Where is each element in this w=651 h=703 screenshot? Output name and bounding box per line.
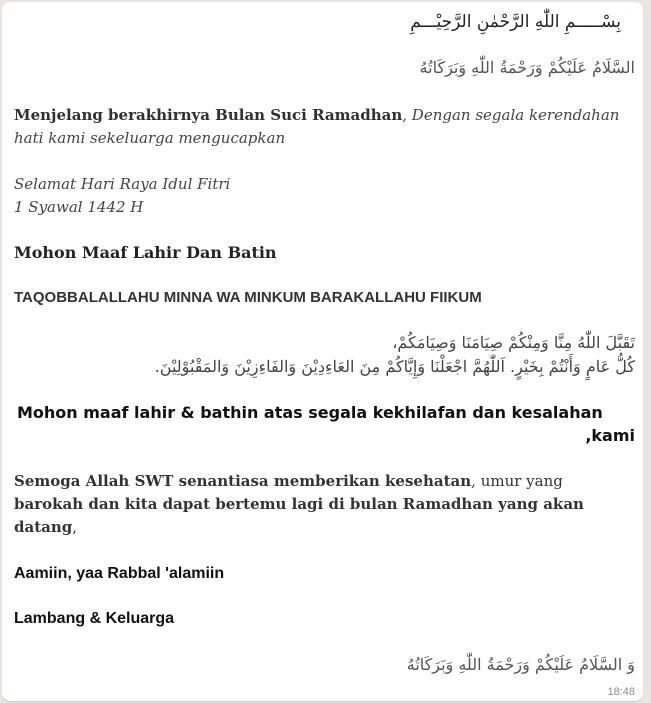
semoga-line-1-bold: Semoga Allah SWT senantiasa memberikan kesehatan bbox=[14, 472, 472, 490]
aamiin-text: Aamiin, yaa Rabbal 'alamiin bbox=[14, 565, 225, 582]
basmala-text: بِسْـــــمِ اللّٰهِ الرَّحْمٰنِ الرَّحِيْـــمِ bbox=[410, 12, 621, 32]
maaf-line-2-word: kami bbox=[591, 426, 635, 445]
greeting-line-1: Selamat Hari Raya Idul Fitri bbox=[14, 175, 231, 193]
semoga-line-3-bold: datang bbox=[14, 518, 73, 536]
intro-bold-text: Menjelang berakhirnya Bulan Suci Ramadhan bbox=[14, 106, 403, 124]
intro-line-2: hati kami sekeluarga mengucapkan bbox=[14, 129, 286, 147]
taqobbal-arabic-line-1: تَقَبَّلَ اللّٰهُ مِنَّا وَمِنْكُمْ صِيَامَنَا وَصِيَامَكُمْ، bbox=[392, 333, 635, 352]
mohon-maaf-title: Mohon Maaf Lahir Dan Batin bbox=[14, 243, 277, 262]
semoga-line-2: barokah dan kita dapat bertemu lagi di bulan Ramadhan yang akan bbox=[14, 495, 584, 513]
maaf-line-2 bbox=[585, 426, 635, 445]
intro-line-1 bbox=[14, 106, 619, 124]
maaf-line-1: Mohon maaf lahir & bathin atas segala kekhilafan dan kesalahan bbox=[17, 403, 603, 422]
semoga-line-3-rest: , bbox=[72, 518, 78, 536]
greeting-line-2: 1 Syawal 1442 H bbox=[14, 198, 144, 216]
sender-text: Lambang & Keluarga bbox=[14, 610, 175, 627]
semoga-line-3 bbox=[14, 518, 77, 536]
taqobbal-arabic-line-2: كُلُّ عَامٍ وَأَنْتُمْ بِخَيْرٍ. اَللّٰهُمَّ اجْعَلْنَا وَإِيَّاكُمْ مِنَ العَاءِدِيْنَ وَالفَاءِزِيْنَ وَالمَقْبُوْلِيْنَ. bbox=[154, 357, 635, 376]
message-bubble[interactable] bbox=[2, 2, 643, 701]
semoga-line-1 bbox=[14, 472, 563, 490]
message-timestamp: 18:48 bbox=[607, 686, 635, 698]
salam-closing-text: وَ السَّلَامُ عَلَيْكُمْ وَرَحْمَةُ اللّٰهِ وَبَرَكَاتُهُ bbox=[406, 655, 635, 674]
semoga-line-1-rest: , umur yang bbox=[471, 472, 563, 490]
salam-opening-text: السَّلَامُ عَلَيْكُمْ وَرَحْمَةُ اللّٰهِ وَبَرَكَاتُهُ bbox=[419, 58, 635, 77]
intro-rest-text: , Dengan segala kerendahan bbox=[402, 106, 620, 124]
maaf-line-2-prefix: , bbox=[585, 426, 592, 445]
taqobbal-latin-text: TAQOBBALALLAHU MINNA WA MINKUM BARAKALLAHU FIIKUM bbox=[14, 289, 482, 306]
